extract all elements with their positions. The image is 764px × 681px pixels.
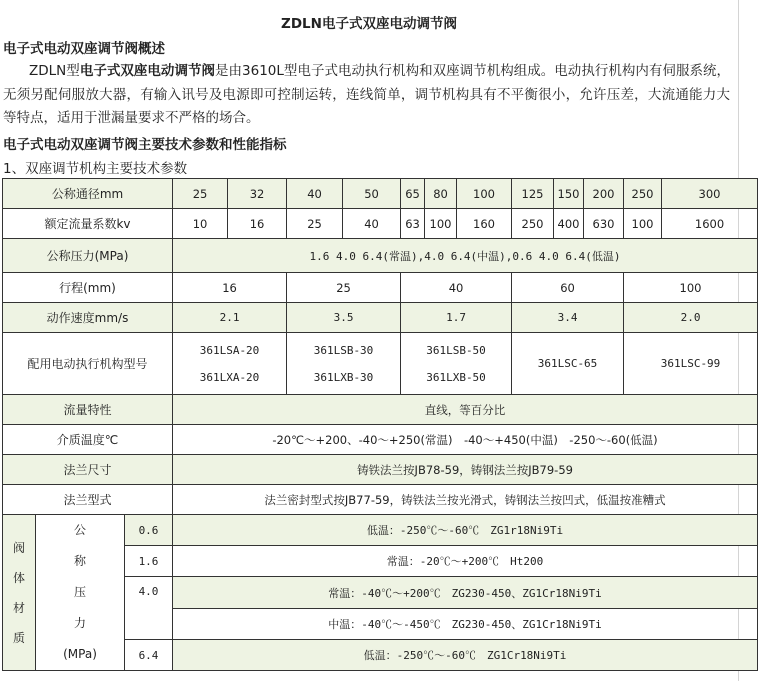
spec-table	[2, 178, 758, 671]
dn-cell: 125	[512, 179, 554, 209]
pressure-value: 1.6 4.0 6.4(常温),4.0 6.4(中温),0.6 4.0 6.4(低温)	[173, 239, 758, 273]
temp-label: 介质温度℃	[3, 425, 173, 455]
speed-label: 动作速度mm/s	[3, 303, 173, 333]
dn-cell: 150	[554, 179, 584, 209]
material-value: 常温：-20℃～+200℃ Ht200	[173, 546, 758, 577]
kv-cell: 100	[624, 209, 662, 239]
pressure-class: 0.6	[125, 515, 173, 546]
stroke-cell: 40	[401, 273, 512, 303]
speed-cell: 3.4	[512, 303, 624, 333]
row-flange-size	[3, 455, 758, 485]
pressure-label: 公称压力(MPa)	[3, 239, 173, 273]
dn-cell: 40	[287, 179, 343, 209]
actuator-cell	[401, 333, 512, 395]
stroke-label: 行程(mm)	[3, 273, 173, 303]
actuator-cell: 361LSC-99	[624, 333, 758, 395]
nominal-char: 力	[73, 616, 86, 630]
flange-size-value: 铸铁法兰按JB78-59，铸钢法兰按JB79-59	[173, 455, 758, 485]
overview-rest: 是由3610L型电子式电动执行机构和双座调节机构组成。电动执行机构内有伺服系统，无须另配伺服放大器，有输入讯号及电源即可控制运转，连线简单，调节机构具有不平衡很小，允许压差，大流通能力大等特点，适用于泄漏量要求不严格的场合。	[3, 63, 731, 126]
kv-cell: 630	[584, 209, 624, 239]
row-speed	[3, 303, 758, 333]
actuator-cell	[287, 333, 401, 395]
row-flange-type	[3, 485, 758, 515]
overview-heading: 电子式电动双座调节阀概述	[3, 41, 165, 57]
nominal-char: 公	[73, 523, 86, 537]
dn-label: 公称通径mm	[3, 179, 173, 209]
dn-cell: 25	[173, 179, 228, 209]
actuator-cell: 361LSC-65	[512, 333, 624, 395]
nominal-pressure-label	[36, 515, 125, 671]
kv-cell: 250	[512, 209, 554, 239]
dn-cell: 100	[457, 179, 512, 209]
overview-intro: ZDLN型	[29, 63, 80, 79]
row-kv	[3, 209, 758, 239]
page-title: ZDLN电子式双座电动调节阀	[281, 16, 457, 32]
flow-label: 流量特性	[3, 395, 173, 425]
actuator-model: 361LSA-20	[199, 343, 260, 357]
material-value: 中温：-40℃～-450℃ ZG230-450、ZG1Cr18Ni9Ti	[173, 609, 758, 640]
actuator-model: 361LXA-20	[199, 370, 260, 384]
kv-cell: 100	[425, 209, 457, 239]
body-material-char: 体	[12, 570, 25, 585]
section-1-heading: 1、双座调节机构主要技术参数	[3, 161, 188, 177]
dn-cell: 65	[401, 179, 425, 209]
flange-type-value: 法兰密封型式按JB77-59，铸铁法兰按光滑式，铸钢法兰按凹式，低温按准糟式	[173, 485, 758, 515]
kv-cell: 16	[228, 209, 287, 239]
kv-cell: 63	[401, 209, 425, 239]
nominal-char: 压	[73, 585, 86, 599]
kv-cell: 10	[173, 209, 228, 239]
pressure-class: 1.6	[125, 546, 173, 577]
dn-cell: 200	[584, 179, 624, 209]
pressure-class: 6.4	[125, 640, 173, 671]
speed-cell: 2.0	[624, 303, 758, 333]
speed-cell: 2.1	[173, 303, 287, 333]
material-value: 常温：-40℃～+200℃ ZG230-450、ZG1Cr18Ni9Ti	[173, 577, 758, 609]
overview-bold: 电子式双座电动调节阀	[79, 63, 215, 79]
stroke-cell: 60	[512, 273, 624, 303]
kv-cell: 25	[287, 209, 343, 239]
dn-cell: 32	[228, 179, 287, 209]
actuator-model: 361LXB-30	[313, 370, 374, 384]
nominal-char: (MPa)	[63, 647, 97, 661]
row-actuator	[3, 333, 758, 395]
row-temp	[3, 425, 758, 455]
dn-cell: 250	[624, 179, 662, 209]
actuator-label: 配用电动执行机构型号	[3, 333, 173, 395]
material-value: 低温：-250℃～-60℃ ZG1Cr18Ni9Ti	[173, 640, 758, 671]
kv-cell: 40	[343, 209, 401, 239]
kv-cell: 160	[457, 209, 512, 239]
dn-cell: 50	[343, 179, 401, 209]
body-material-char: 阀	[12, 540, 25, 555]
material-value: 低温：-250℃～-60℃ ZG1r18Ni9Ti	[173, 515, 758, 546]
kv-cell: 400	[554, 209, 584, 239]
pressure-class: 4.0	[125, 577, 173, 640]
dn-cell: 80	[425, 179, 457, 209]
actuator-model: 361LXB-50	[426, 370, 486, 384]
actuator-model: 361LSB-30	[313, 343, 374, 357]
row-dn	[3, 179, 758, 209]
speed-cell: 1.7	[401, 303, 512, 333]
actuator-cell	[173, 333, 287, 395]
row-stroke	[3, 273, 758, 303]
speed-cell: 3.5	[287, 303, 401, 333]
body-material-char: 质	[12, 630, 25, 645]
params-heading: 电子式电动双座调节阀主要技术参数和性能指标	[3, 137, 287, 153]
flange-type-label: 法兰型式	[3, 485, 173, 515]
flange-size-label: 法兰尺寸	[3, 455, 173, 485]
body-material-char: 材	[12, 600, 25, 615]
temp-value: -20℃～+200、-40～+250(常温) -40～+450(中温) -250～-60(低温)	[173, 425, 758, 455]
row-flow	[3, 395, 758, 425]
kv-cell: 1600	[662, 209, 758, 239]
nominal-char: 称	[73, 554, 86, 568]
overview-paragraph	[3, 60, 730, 131]
stroke-cell: 100	[624, 273, 758, 303]
flow-value: 直线，等百分比	[173, 395, 758, 425]
body-material-label	[3, 515, 36, 671]
stroke-cell: 16	[173, 273, 287, 303]
actuator-model: 361LSB-50	[426, 343, 486, 357]
row-pressure	[3, 239, 758, 273]
row-material-1	[3, 515, 758, 546]
kv-label: 额定流量系数kv	[3, 209, 173, 239]
dn-cell: 300	[662, 179, 758, 209]
stroke-cell: 25	[287, 273, 401, 303]
